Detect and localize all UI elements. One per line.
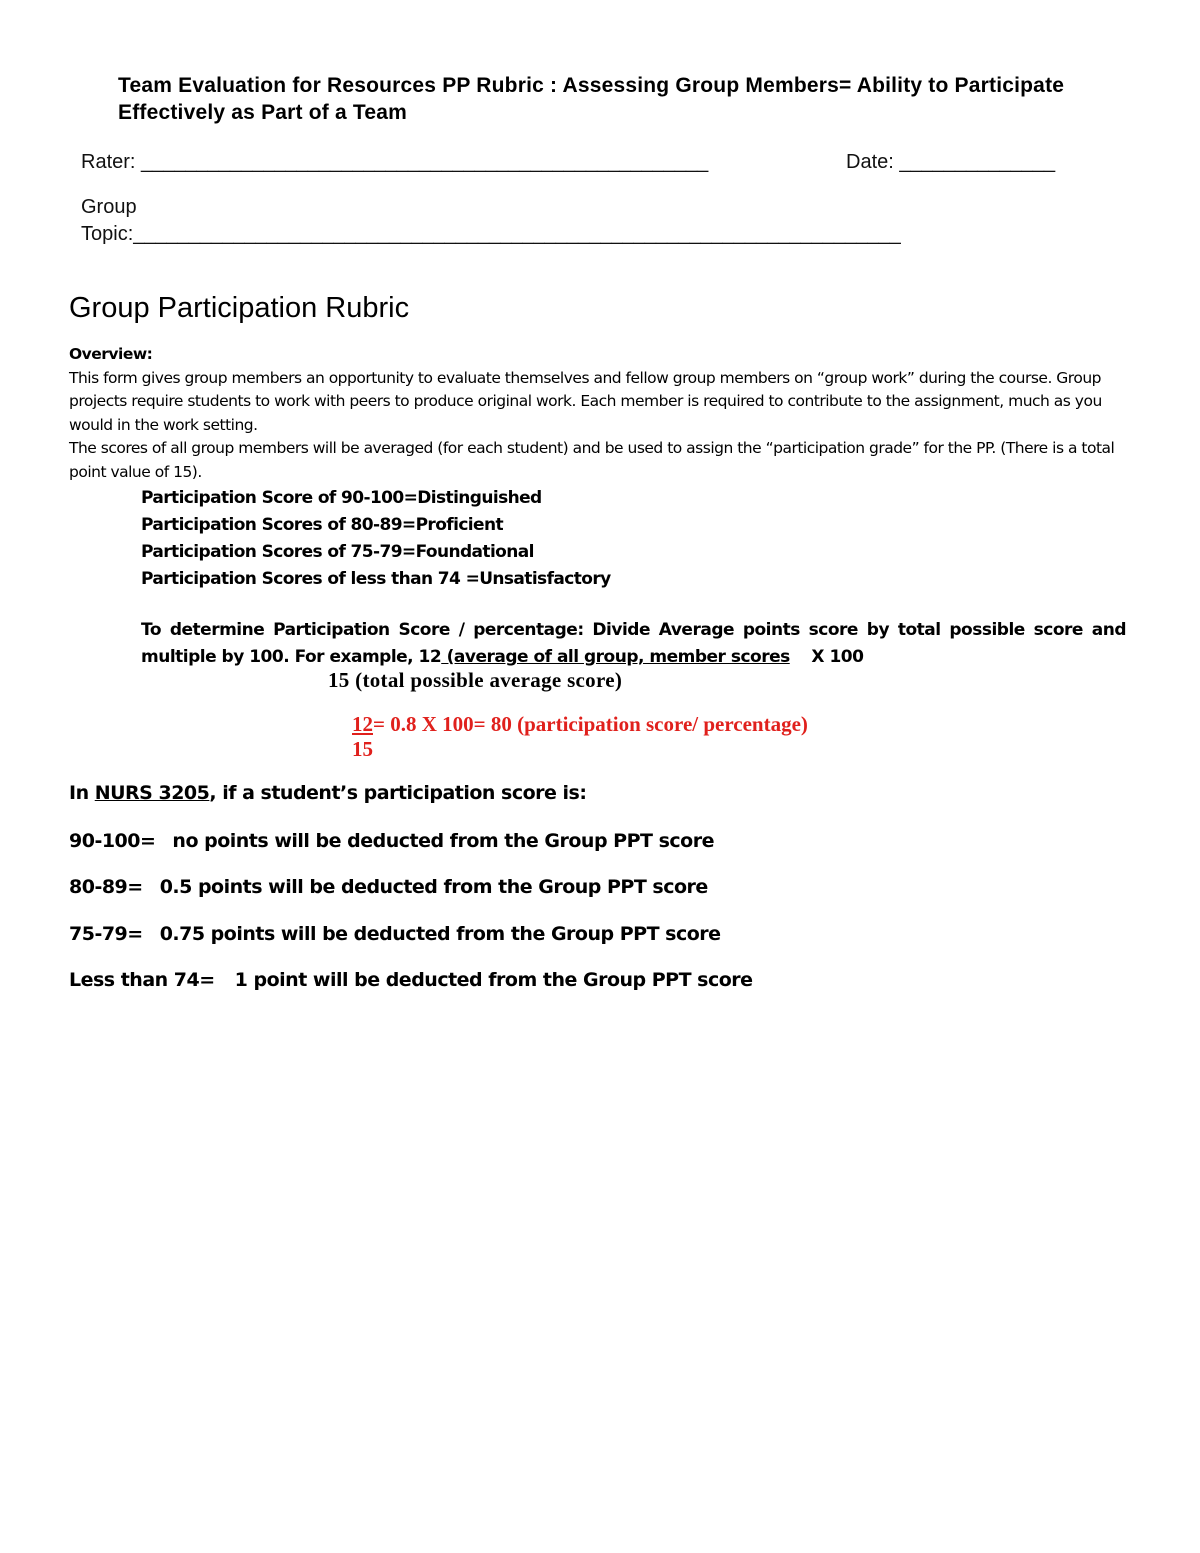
section-heading: Group Participation Rubric (69, 292, 410, 324)
deduction-text: 0.75 points will be deducted from the Group PPT score (159, 923, 721, 945)
deduction-range: 75-79= (69, 923, 143, 945)
overview-paragraph-1: This form gives group members an opportunity to evaluate themselves and fellow group members on “group work” during the course. Group projects require students to work with peers to produce original work. Each member is required to contribute to the assignment, much as you would in the work setting. (69, 368, 1102, 434)
nurs-intro (69, 782, 586, 804)
instruction-multiplier: X 100 (789, 647, 864, 667)
deduction-row (69, 830, 714, 852)
instruction-paragraph (141, 617, 1126, 671)
group-label: Group (81, 196, 137, 218)
deduction-range: Less than 74= (69, 969, 215, 991)
deduction-text: 0.5 points will be deducted from the Group PPT score (159, 876, 708, 898)
nurs-intro-pre: In (69, 782, 95, 804)
level-unsatisfactory: Participation Scores of less than 74 =Unsatisfactory (141, 569, 611, 589)
document-title: Team Evaluation for Resources PP Rubric : Assessing Group Members= Ability to Participate Effectively as Part of a Team (118, 74, 1065, 124)
level-proficient: Participation Scores of 80-89=Proficient (141, 515, 503, 535)
deduction-range: 80-89= (69, 876, 143, 898)
deduction-text: no points will be deducted from the Group PPT score (172, 830, 714, 852)
instruction-underlined: (average of all group, member scores (441, 647, 790, 667)
rater-field[interactable]: Rater: ___________________________________________________ (81, 151, 709, 173)
level-foundational: Participation Scores of 75-79=Foundational (141, 542, 534, 562)
date-field[interactable]: Date: ______________ (846, 151, 1056, 173)
calculation-denominator: 15 (352, 737, 373, 761)
formula-denominator: 15 (total possible average score) (328, 668, 623, 692)
overview-block (69, 343, 1129, 484)
deduction-row (69, 923, 721, 945)
calculation-result: = 0.8 X 100= 80 (participation score/ percentage) (373, 712, 808, 736)
topic-field[interactable]: Topic:_____________________________________________________________________ (81, 223, 901, 245)
calculation-line (352, 712, 808, 736)
instruction-text: To determine Participation Score / percentage: Divide Average points score by total possible score and multiple by 100. For example, 12 (141, 620, 1126, 667)
course-code: NURS 3205 (94, 782, 210, 804)
deduction-row (69, 969, 753, 991)
score-levels-list (141, 485, 611, 593)
calculation-numerator: 12 (352, 712, 373, 736)
deduction-range: 90-100= (69, 830, 156, 852)
deduction-row (69, 876, 708, 898)
nurs-intro-post: , if a student’s participation score is: (209, 782, 587, 804)
deduction-text: 1 point will be deducted from the Group PPT score (234, 969, 753, 991)
level-distinguished: Participation Score of 90-100=Distinguished (141, 488, 542, 508)
overview-paragraph-2: The scores of all group members will be averaged (for each student) and be used to assign the “participation grade” for the PP. (There is a total point value of 15). (69, 439, 1115, 481)
overview-label: Overview: (69, 345, 153, 363)
